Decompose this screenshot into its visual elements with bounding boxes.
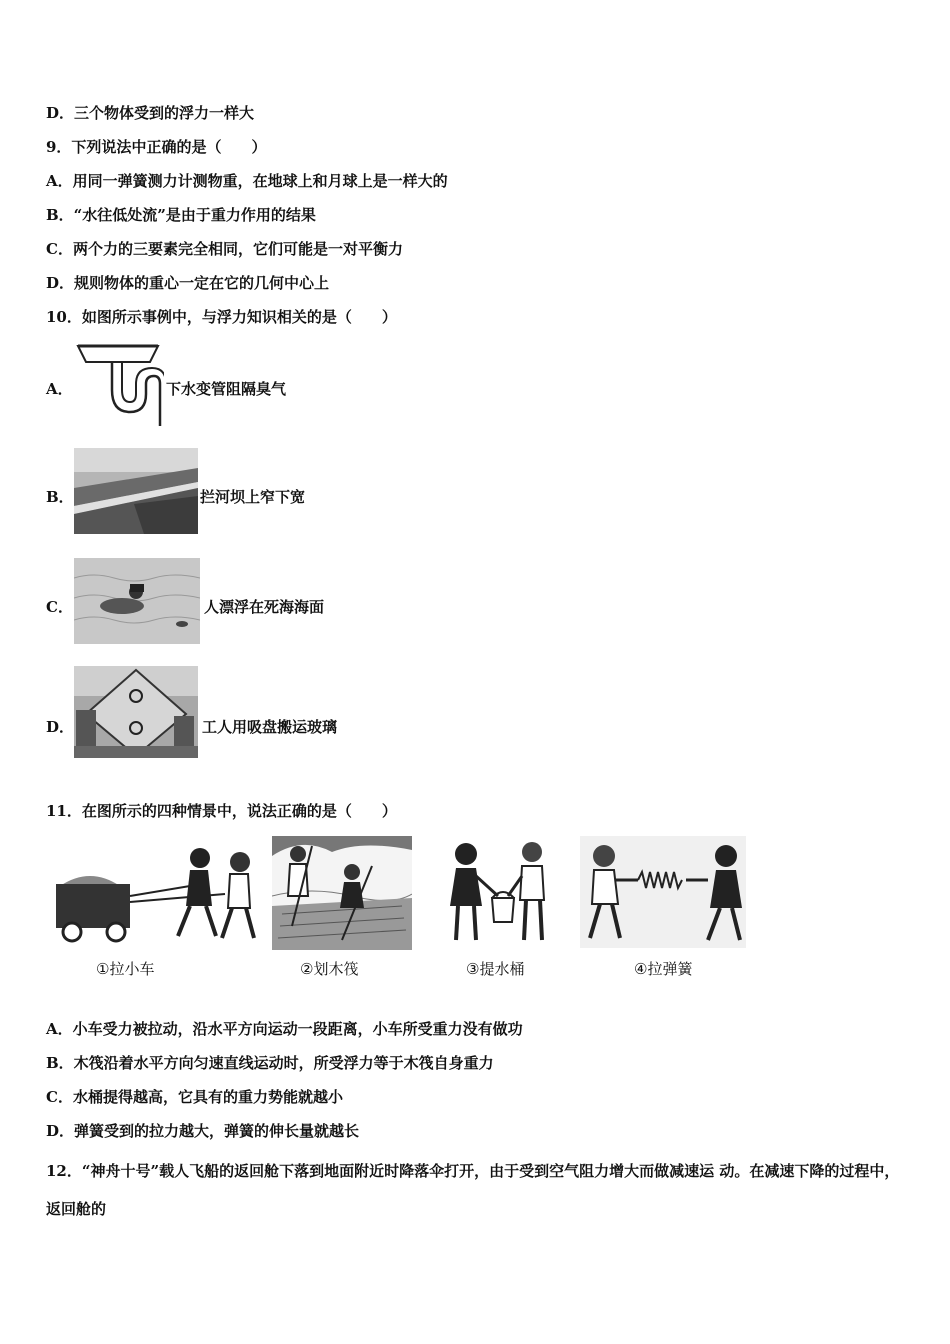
q9-stem: 9．下列说法中正确的是（ ） <box>46 138 267 156</box>
q9-option-b: B．“水往低处流”是由于重力作用的结果 <box>46 206 316 224</box>
q11-option-b: B．木筏沿着水平方向匀速直线运动时，所受浮力等于木筏自身重力 <box>46 1054 494 1072</box>
q10-stem: 10．如图所示事例中，与浮力知识相关的是（ ） <box>46 308 397 326</box>
q11-stem: 11．在图所示的四种情景中，说法正确的是（ ） <box>46 802 397 820</box>
scene-caption-2: ②划木筏 <box>300 960 359 978</box>
q8-option-d: D．三个物体受到的浮力一样大 <box>46 104 255 122</box>
pull-cart-illustration <box>50 836 258 946</box>
scene-caption-4: ④拉弹簧 <box>634 960 693 978</box>
option-letter: A． <box>46 380 73 398</box>
option-caption: 工人用吸盘搬运玻璃 <box>202 718 338 736</box>
bucket-illustration <box>428 836 560 948</box>
drain-trap-illustration <box>74 340 164 428</box>
raft-illustration <box>272 836 412 950</box>
option-letter: C． <box>46 598 73 616</box>
q11-option-c: C．水桶提得越高，它具有的重力势能就越小 <box>46 1088 343 1106</box>
scene-caption-3: ③提水桶 <box>466 960 525 978</box>
q12-stem: 12．“神舟十号”载人飞船的返回舱下落到地面附近时降落伞打开，由于受到空气阻力增大而做减速运 动。在减速下降的过程中，返回舱的 <box>46 1162 900 1218</box>
option-caption: 拦河坝上窄下宽 <box>200 488 306 506</box>
option-caption: 人漂浮在死海海面 <box>204 598 325 616</box>
option-letter: B． <box>46 488 74 506</box>
suction-glass-photo <box>74 666 198 758</box>
dam-photo <box>74 448 198 534</box>
q11-option-d: D．弹簧受到的拉力越大，弹簧的伸长量就越长 <box>46 1122 360 1140</box>
q9-option-c: C．两个力的三要素完全相同，它们可能是一对平衡力 <box>46 240 403 258</box>
scene-caption-1: ①拉小车 <box>96 960 155 978</box>
q11-option-a: A．小车受力被拉动，沿水平方向运动一段距离，小车所受重力没有做功 <box>46 1020 523 1038</box>
q9-option-a: A．用同一弹簧测力计测物重，在地球上和月球上是一样大的 <box>46 172 448 190</box>
spring-illustration <box>580 836 746 948</box>
option-letter: D． <box>46 718 75 736</box>
q9-option-d: D．规则物体的重心一定在它的几何中心上 <box>46 274 330 292</box>
option-caption: 下水变管阻隔臭气 <box>166 380 287 398</box>
floating-person-photo <box>74 558 200 644</box>
